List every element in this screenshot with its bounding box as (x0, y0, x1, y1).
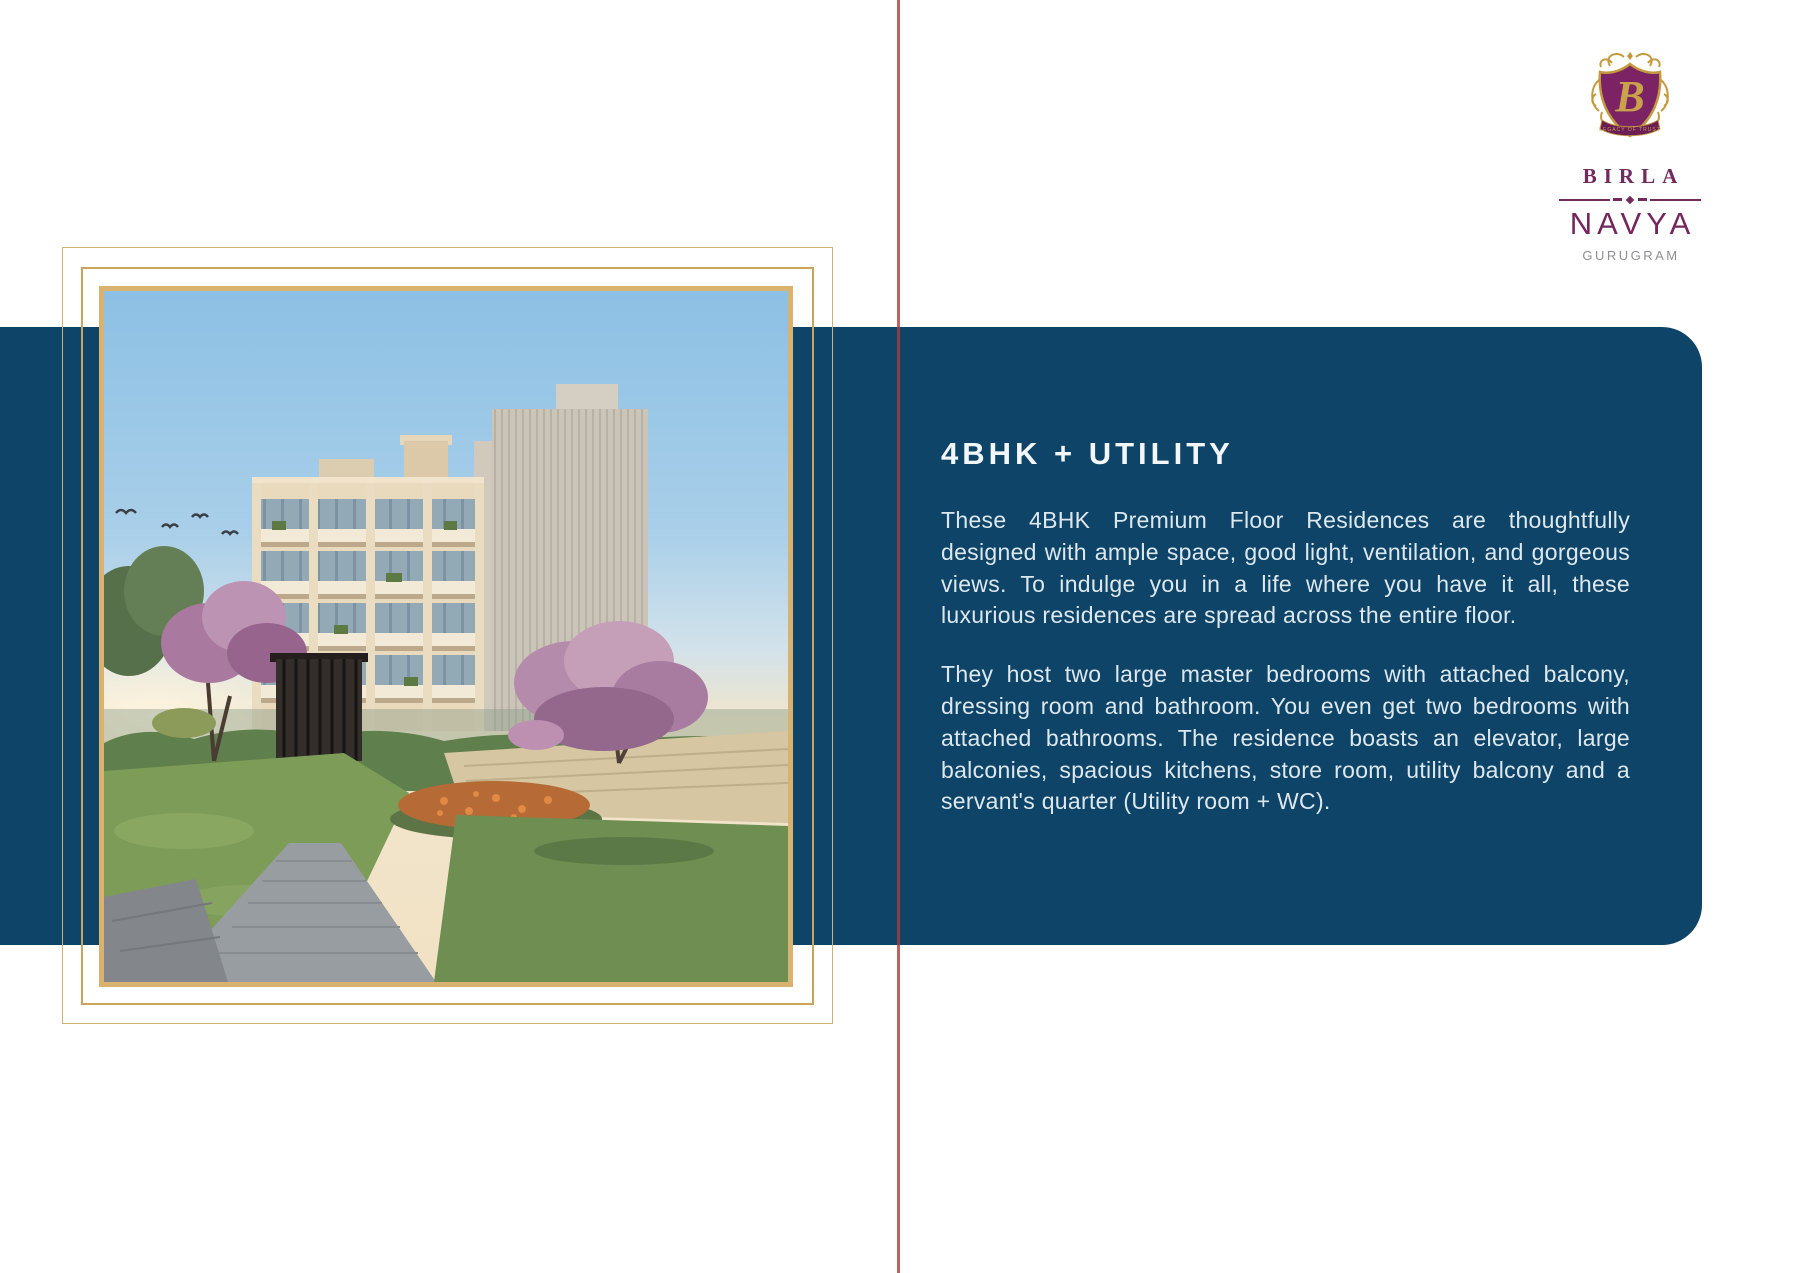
brand-crest-icon (1586, 50, 1674, 158)
description-paragraph-2: They host two large master bedrooms with attached balcony, dressing room and bathroom. You even get two bedrooms with attached bathrooms. The residence boasts an elevator, large balconies, spacious kitchens, store room, utility balcony and a servant's quarter (Utility room + WC). (941, 661, 1630, 815)
brand-divider (1559, 196, 1701, 203)
building-render-image (99, 286, 793, 987)
building-render-art (104, 291, 788, 982)
divider-dash-right (1638, 198, 1647, 201)
divider-red-line (897, 0, 900, 1273)
pergola (270, 653, 368, 769)
info-panel-content (941, 438, 1630, 818)
crest-banner-text: LEGACY OF TRUST (1599, 127, 1661, 133)
divider-line-left (1559, 199, 1610, 201)
divider-dash-left (1613, 198, 1622, 201)
description-paragraph-1: These 4BHK Premium Floor Residences are thoughtfully designed with ample space, good light, ventilation, and gorgeous views. To indulge you in a life where you have it all, these luxurious residences are spread across the entire floor. (941, 507, 1630, 629)
brand-name-birla: BIRLA (1582, 164, 1685, 188)
crest-monogram: B (1615, 72, 1645, 121)
divider-line-right (1650, 199, 1701, 201)
brand-name-navya: NAVYA (1569, 206, 1696, 241)
brand-location: GURUGRAM (1582, 248, 1680, 263)
brand-logo (1500, 50, 1760, 263)
page-title: 4BHK + UTILITY (941, 436, 1234, 471)
diamond-icon (1626, 195, 1634, 203)
